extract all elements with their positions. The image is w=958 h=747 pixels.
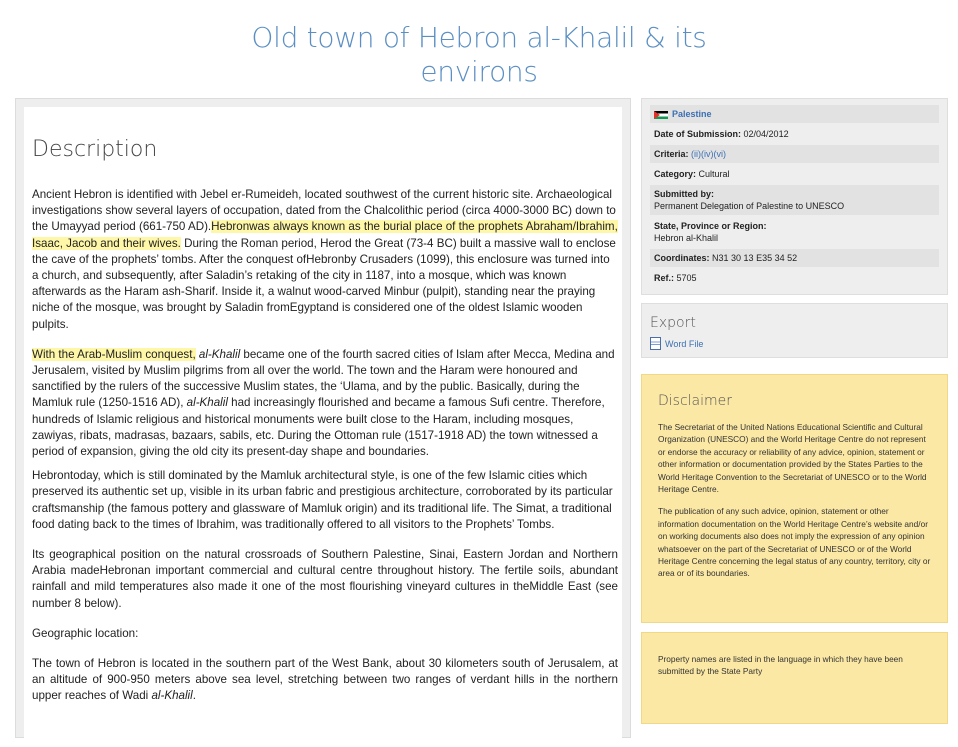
description-paragraph-1 xyxy=(32,187,618,333)
p6-text-b: . xyxy=(192,689,196,703)
word-file-label[interactable]: Word File xyxy=(665,338,704,349)
region-row xyxy=(650,217,939,247)
disclaimer-paragraph-1: The Secretariat of the United Nations Educational Scientific and Cultural Organization (UNESCO) and the World Heritage Centre do not represent or endorse the accuracy or reliability of any advice, opinion, statement or other information or documentation provided by the States Parties to the World Heritage Convention to the Secretariat of UNESCO or to the World Heritage Centre. xyxy=(658,422,927,495)
p2-highlight: With the Arab-Muslim conquest, xyxy=(32,347,196,361)
description-paragraph-6 xyxy=(32,656,618,705)
reference-label: Ref.: xyxy=(654,273,674,283)
property-names-note-text: Property names are listed in the language in which they have been submitted by the State Party xyxy=(658,654,903,677)
document-icon xyxy=(650,337,661,350)
category-value: Cultural xyxy=(698,169,730,179)
p2-text-a: became one of the fourth sacred cities of Islam after Mecca, Medina and Jerusalem, visited by Muslim pilgrims from all over the world. The town and the Haram were honoured and sanctified by the rulers of the successive Muslim states, the ‘Ulama, and by the public. Basically, during the Mamluk rule (1250-1516 AD), xyxy=(32,347,615,410)
word-file-link[interactable] xyxy=(650,337,939,350)
site-info-box xyxy=(641,98,948,295)
description-paragraph-2 xyxy=(32,347,618,460)
description-content xyxy=(24,107,622,747)
p6-em: al-Khalil xyxy=(151,689,193,703)
p1-text-b: During the Roman period, Herod the Great (73-4 BC) built a massive wall to enclose the cave of the prophets’ tombs. After the conquest ofHebronby Crusaders (1099), this enclosure was turned into a church, and subsequently, after Saladin’s retaking of the city in 1187, into a mosque, which was known afterwards as the Haram ash-Sharif. Inside it, a walnut wood-carved Minbur (pulpit), standing near the praying niche of the mosque, was brought by Saladin fromEgyptand is considered one of the oldest Islamic wooden pulpits. xyxy=(32,236,616,331)
p1-text-a: Ancient Hebron is identified with Jebel er-Rumeideh, located southwest of the current historic site. Archaeological investigations show several layers of occupation, dated from the Chalcolithic period (circa 4000-3000 BC) down to the Umayyad period (661-750 AD). xyxy=(32,188,616,234)
disclaimer-title: Disclaimer xyxy=(658,393,733,409)
submission-date-label: Date of Submission: xyxy=(654,129,742,139)
p2-em1: al-Khalil xyxy=(198,347,241,361)
p2-text-b: had increasingly flourished and became a famous Sufi centre. Therefore, hundreds of Islamic religious and historical monuments were built close to the Haram, including mosques, zawiyas, ribats, madrasas, bazaars, sabils, etc. During the Ottoman rule (1517-1918 AD) the town witnessed a period of expansion, giving the old city its present-day shape and boundaries. xyxy=(32,396,605,459)
property-names-note xyxy=(641,632,948,724)
region-value: Hebron al-Khalil xyxy=(654,233,719,243)
reference-row xyxy=(650,269,939,287)
submission-date-value: 02/04/2012 xyxy=(743,129,789,139)
category-row xyxy=(650,165,939,183)
region-label: State, Province or Region: xyxy=(654,221,767,231)
palestine-flag-icon xyxy=(654,111,668,119)
p2-em2: al-Khalil xyxy=(186,396,228,410)
submitted-by-value: Permanent Delegation of Palestine to UNESCO xyxy=(654,201,845,211)
submitted-by-row xyxy=(650,185,939,215)
p1-highlight: Hebronwas always known as the burial place of the prophets Abraham/Ibrahim, Isaac, Jacob and their wives. xyxy=(32,220,618,250)
coordinates-label: Coordinates: xyxy=(654,253,710,263)
page-title-line1: Old town of Hebron al-Khalil & its xyxy=(251,20,707,54)
criteria-row xyxy=(650,145,939,163)
coordinates-value: N31 30 13 E35 34 52 xyxy=(712,253,798,263)
reference-value: 5705 xyxy=(676,273,697,283)
description-heading: Description xyxy=(32,137,158,162)
submitted-by-label: Submitted by: xyxy=(654,189,714,199)
coordinates-row xyxy=(650,249,939,267)
export-box xyxy=(641,303,948,358)
page-title xyxy=(0,21,958,89)
description-paragraph-5: Geographic location: xyxy=(32,626,139,640)
disclaimer-box xyxy=(641,374,948,623)
category-label: Category: xyxy=(654,169,697,179)
criteria-label: Criteria: xyxy=(654,149,689,159)
page-title-line2: environs xyxy=(420,54,538,88)
description-paragraph-4: Its geographical position on the natural crossroads of Southern Palestine, Sinai, Eastern Jordan and Northern Arabia madeHebronan important commercial and cultural centre throughout history. The fertile soils, abundant rainfall and mild temperatures also made it one of the most flourishing vineyard cultures in theMiddle East (see number 8 below). xyxy=(32,548,618,610)
description-body xyxy=(32,187,618,713)
country-row xyxy=(650,105,939,123)
criteria-link[interactable]: (ii)(iv)(vi) xyxy=(691,149,727,159)
export-title: Export xyxy=(650,315,696,331)
p6-text-a: The town of Hebron is located in the southern part of the West Bank, about 30 kilometers south of Jerusalem, at an altitude of 900-950 meters above sea level, stretching between two ranges of verdant hills in the northern upper reaches of Wadi xyxy=(32,657,618,703)
description-paragraph-3: Hebrontoday, which is still dominated by the Mamluk architectural style, is one of the few Islamic cities which preserved its authentic set up, visible in its urban fabric and prestigious architecture, corroborated by its particular craftsmanship (the famous pottery and glassware of Mamluk origin) and its traditional life. The Simat, a traditional food dating back to the times of Ibrahim, was traditionally offered to all visitors to the Prophets’ Tombs. xyxy=(32,469,613,531)
submission-date-row xyxy=(650,125,939,143)
description-panel xyxy=(15,98,631,738)
disclaimer-paragraph-2: The publication of any such advice, opinion, statement or other information documentation on the World Heritage Centre’s website and/or on working documents also does not imply the expression of any opinion whatsoever on the part of the Secretariat of UNESCO or of the World Heritage Centre concerning the legal status of any country, territory, city or area or of its boundaries. xyxy=(658,506,931,579)
country-link[interactable]: Palestine xyxy=(672,109,712,119)
